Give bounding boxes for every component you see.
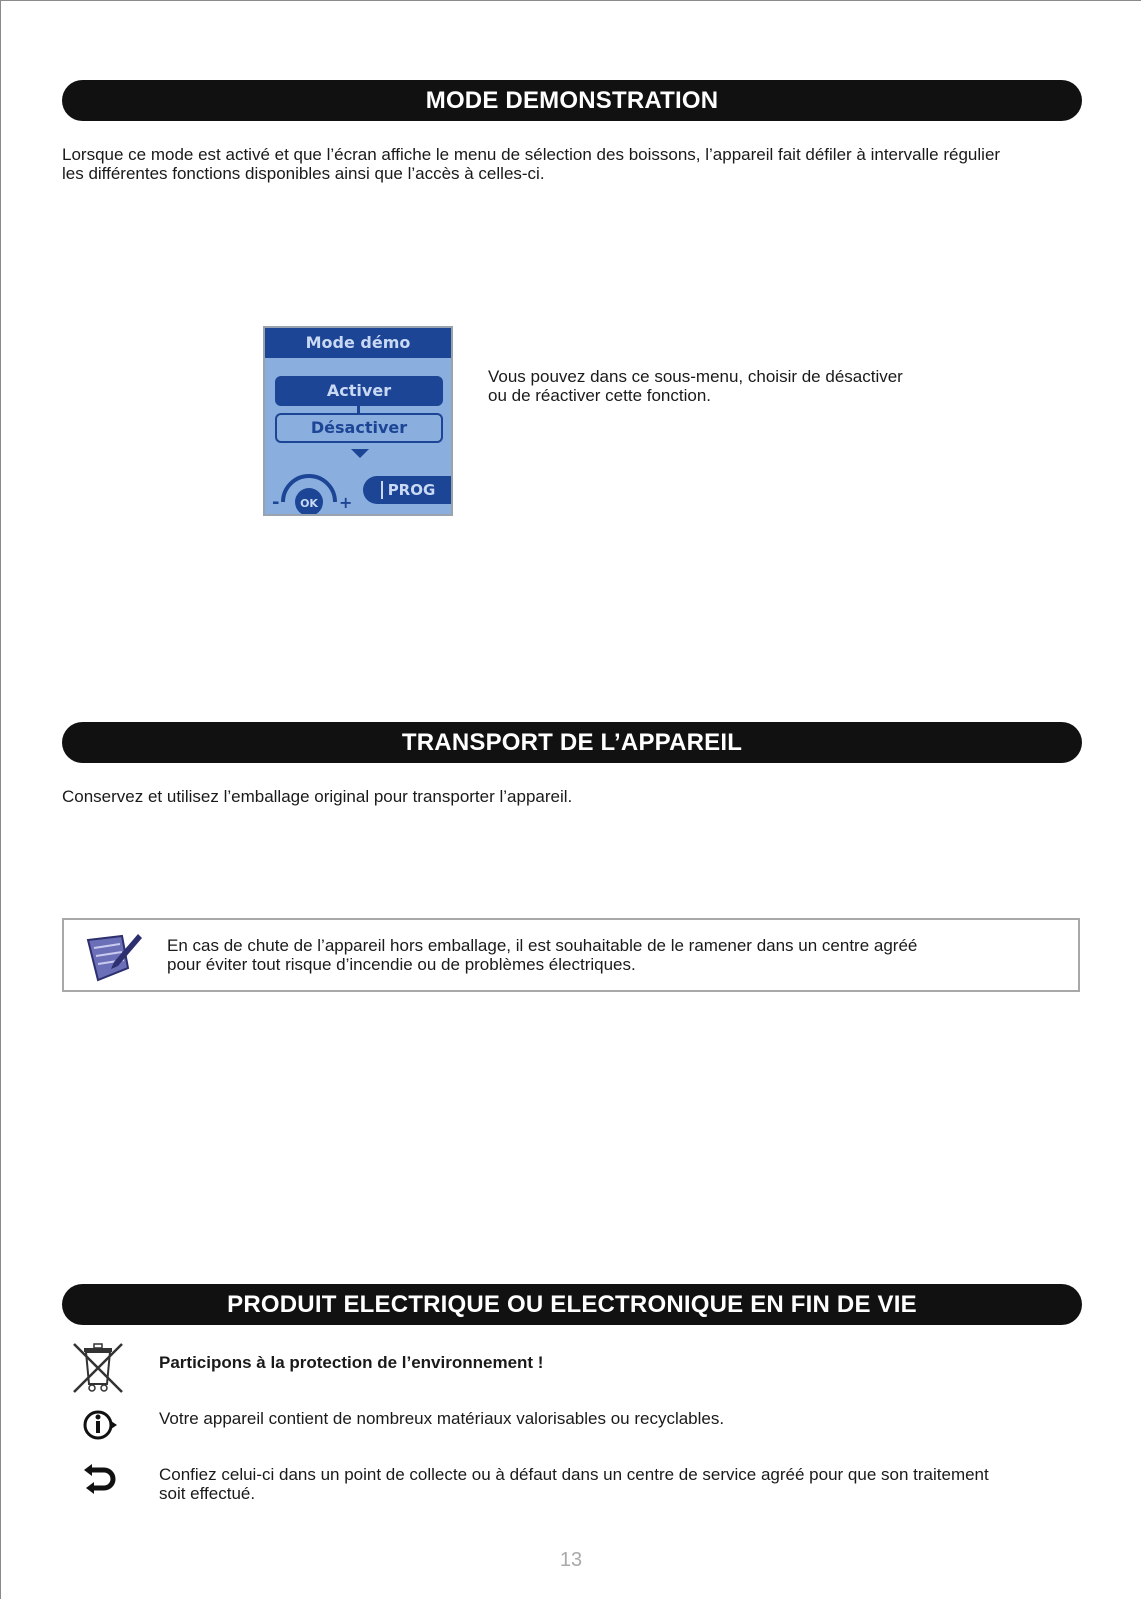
note-pen-icon	[84, 928, 144, 984]
screen-prog-button	[363, 476, 453, 504]
info-icon	[82, 1409, 118, 1441]
transport-note-line1: En cas de chute de l’appareil hors emballage, il est souhaitable de le ramener dans un centre agréé	[167, 936, 918, 955]
section-title-recycling: PRODUIT ELECTRIQUE OU ELECTRONIQUE EN FIN DE VIE	[62, 1284, 1082, 1325]
section-title-demo: MODE DEMONSTRATION	[62, 80, 1082, 121]
recycling-heading: Participons à la protection de l’environnement !	[159, 1353, 544, 1372]
curved-arrow-icon	[82, 1464, 118, 1494]
screen-prog-label: PROG	[381, 481, 436, 499]
screen-header: Mode démo	[265, 328, 451, 358]
demo-side-line2: ou de réactiver cette fonction.	[488, 386, 712, 405]
ok-dial-icon	[269, 464, 359, 514]
screen-plus-label: +	[339, 493, 353, 512]
transport-note-line2: pour éviter tout risque d’incendie ou de problèmes électriques.	[167, 955, 636, 974]
screen-option-deactivate: Désactiver	[275, 413, 443, 443]
screen-option-activate: Activer	[275, 376, 443, 406]
recycling-item2-line1: Confiez celui-ci dans un point de collecte ou à défaut dans un centre de service agréé pour que son traitement	[159, 1465, 989, 1484]
demo-intro-line1: Lorsque ce mode est activé et que l’écran affiche le menu de sélection des boissons, l’appareil fait défiler à intervalle régulier	[62, 145, 1001, 164]
recycling-item1: Votre appareil contient de nombreux matériaux valorisables ou recyclables.	[159, 1409, 725, 1428]
demo-side-line1: Vous pouvez dans ce sous-menu, choisir de désactiver	[488, 367, 903, 386]
demo-screen	[263, 326, 453, 516]
crossed-bin-icon	[70, 1340, 126, 1396]
screen-minus-label: -	[272, 492, 280, 513]
screen-connector	[357, 406, 360, 413]
section-title-transport: TRANSPORT DE L’APPAREIL	[62, 722, 1082, 763]
demo-intro-line2: les différentes fonctions disponibles ainsi que l’accès à celles-ci.	[62, 164, 545, 183]
down-arrow-icon	[351, 449, 369, 458]
screen-ok-label: OK	[300, 497, 318, 510]
transport-text: Conservez et utilisez l’emballage original pour transporter l’appareil.	[62, 787, 573, 806]
recycling-item2-line2: soit effectué.	[159, 1484, 256, 1503]
page-number: 13	[559, 1549, 583, 1571]
